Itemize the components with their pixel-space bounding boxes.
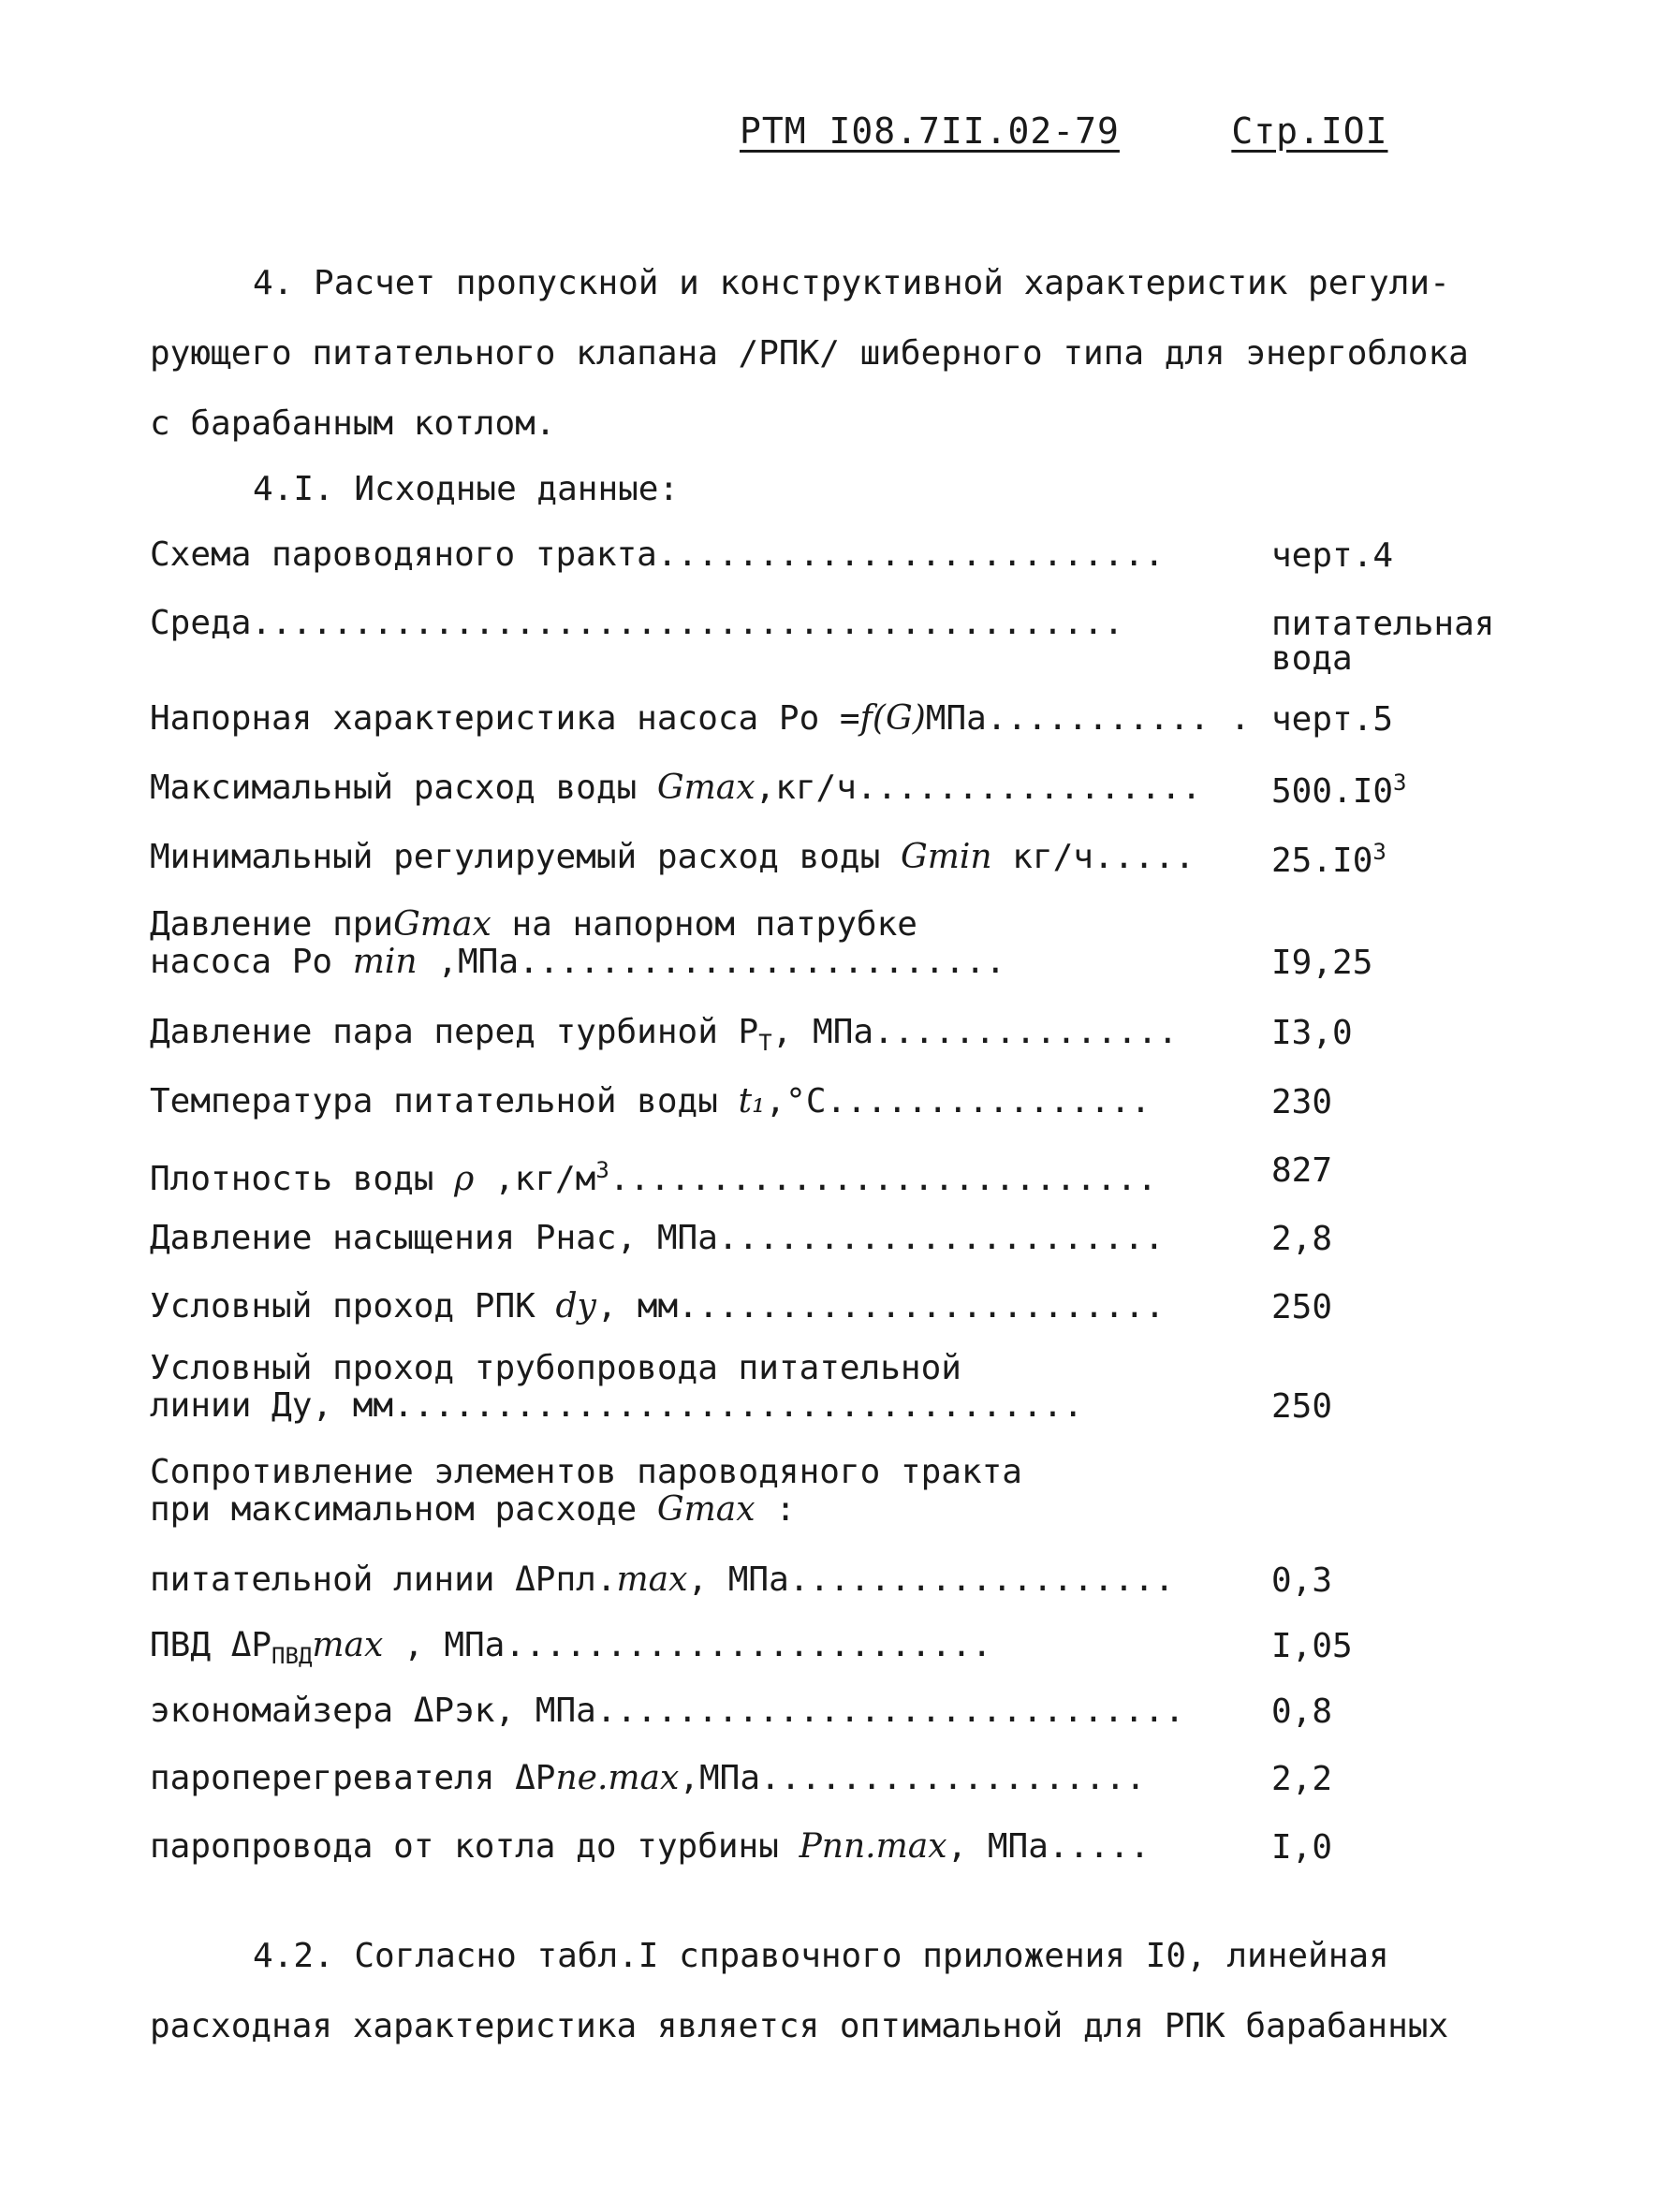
param-label-tail: , мм [596, 1287, 679, 1326]
param-value: I9,25 [1271, 944, 1373, 982]
param-value: 230 [1271, 1083, 1333, 1121]
leader-dots: ................ [826, 1082, 1152, 1121]
param-value: I,0 [1271, 1828, 1333, 1867]
param-label: насоса Ро [150, 943, 333, 981]
leader-dots: ..... [1093, 838, 1196, 876]
param-label-tail: на напорном патрубке [511, 905, 917, 944]
param-label: Давление насыщения Рнас, МПа [150, 1219, 718, 1257]
param-label: линии Ду, мм [150, 1386, 394, 1425]
param-label: Условный проход РПК [150, 1287, 536, 1326]
section-4-1-title [150, 454, 1535, 524]
param-value: 0,8 [1271, 1692, 1333, 1731]
leader-dots: ............................. [595, 1692, 1185, 1730]
param-value: 2,8 [1271, 1220, 1333, 1258]
param-value: 0,3 [1271, 1561, 1333, 1600]
leader-dots: ................. [856, 769, 1202, 807]
handwritten-formula: f(G) [859, 699, 926, 738]
param-label: Сопротивление элементов пароводяного тракта [150, 1453, 1022, 1491]
param-value: черт.5 [1271, 700, 1394, 739]
param-value [1271, 605, 1494, 678]
paragraph-line: расходная характеристика является оптимальной для РПК барабанных [150, 2007, 1449, 2045]
param-label-tail: ,кг/ч [755, 769, 857, 807]
param-label: Давление при [150, 905, 394, 944]
handwritten-formula: Gmax [656, 1490, 756, 1529]
subscript: ПВД [271, 1643, 313, 1670]
leader-dots: ......................... [656, 535, 1165, 574]
handwritten-formula: t₁ [738, 1082, 766, 1121]
doc-code: РТМ I08.7II.02-79 [740, 110, 1120, 152]
param-value: черт.4 [1271, 536, 1394, 575]
param-label-tail: , МПа [946, 1827, 1049, 1866]
param-value: I3,0 [1271, 1014, 1353, 1052]
handwritten-formula: Рпп.max [799, 1827, 947, 1866]
exponent: 3 [1393, 769, 1407, 796]
handwritten-formula: Gmax [656, 769, 756, 807]
param-label-tail: МПа [925, 699, 987, 738]
leader-dots: ............... [873, 1013, 1179, 1051]
param-label: пароперегревателя ΔР [150, 1759, 556, 1797]
intro-line: с барабанным котлом. [150, 404, 556, 443]
handwritten-formula: max [312, 1626, 384, 1664]
param-label: Минимальный регулируемый расход воды [150, 838, 881, 876]
param-value: 2,2 [1271, 1760, 1333, 1798]
param-value-text: 500.I0 [1271, 772, 1394, 811]
param-label: Условный проход трубопровода питательной [150, 1349, 961, 1387]
handwritten-formula: пе.max [555, 1759, 680, 1797]
param-label: Температура питательной воды [150, 1082, 718, 1121]
param-label: при максимальном расходе [150, 1490, 638, 1529]
leader-dots: ................... [788, 1560, 1175, 1599]
handwritten-formula: dу [555, 1287, 597, 1326]
param-label-tail: ,МПа [679, 1759, 761, 1797]
intro-line: 4. Расчет пропускной и конструктивной характеристик регули- [253, 264, 1450, 302]
leader-dots: ........................ [519, 943, 1006, 981]
param-label-tail: , МПа [687, 1560, 789, 1599]
page-number: Стр.IOI [1231, 110, 1388, 152]
param-label-tail: , МПа [771, 1013, 874, 1051]
subscript: Т [758, 1030, 772, 1057]
leader-dots: ........................... [609, 1160, 1158, 1198]
handwritten-formula: max [616, 1560, 688, 1599]
param-label-tail: ,кг/м [493, 1160, 596, 1198]
param-label: ПВД ΔР [150, 1626, 272, 1664]
param-label: Среда [150, 604, 252, 642]
param-label-tail: : [775, 1490, 796, 1529]
section-title: 4.I. Исходные данные: [253, 470, 680, 508]
handwritten-formula: min [352, 943, 418, 981]
leader-dots: ...................... [717, 1219, 1165, 1257]
param-value: 827 [1271, 1151, 1333, 1190]
param-label: питательной линии ΔРпл. [150, 1560, 617, 1599]
section-4-2-paragraph [150, 1921, 1535, 2061]
exponent: 3 [595, 1157, 609, 1183]
leader-dots: ........... . [986, 699, 1251, 738]
param-label: Максимальный расход воды [150, 769, 638, 807]
param-value-text: 25.I0 [1271, 842, 1373, 880]
param-value [1271, 769, 1407, 811]
param-value-line: питательная [1271, 605, 1495, 643]
exponent: 3 [1372, 839, 1387, 865]
param-value: 250 [1271, 1387, 1333, 1426]
leader-dots: ................... [760, 1759, 1146, 1797]
param-label-tail: , МПа [383, 1626, 506, 1664]
param-group-heading [150, 1454, 1517, 1529]
param-label: экономайзера ΔРэк, МПа [150, 1692, 596, 1730]
page-header [740, 110, 1387, 152]
leader-dots: ........................ [678, 1287, 1166, 1326]
intro-paragraph [150, 248, 1535, 459]
intro-line: рующего питательного клапана /РПК/ шиберного типа для энергоблока [150, 334, 1469, 373]
param-label: Напорная характеристика насоса Ро = [150, 699, 860, 738]
param-label-tail: ,°С [765, 1082, 827, 1121]
param-label: Плотность воды [150, 1160, 434, 1198]
param-label-tail: кг/ч [1012, 838, 1093, 876]
handwritten-formula: Gmin [900, 838, 992, 876]
param-value: 250 [1271, 1288, 1333, 1326]
param-label: Схема пароводяного тракта [150, 535, 657, 574]
leader-dots: .................................. [393, 1386, 1084, 1425]
param-label-tail: ,МПа [437, 943, 519, 981]
param-value-line: вода [1271, 639, 1353, 678]
leader-dots: ........................................... [251, 604, 1124, 642]
param-value: I,05 [1271, 1627, 1353, 1665]
handwritten-formula: Gmax [393, 905, 492, 944]
handwritten-formula: ρ [454, 1160, 475, 1198]
param-label: Давление пара перед турбиной Р [150, 1013, 759, 1051]
paragraph-line: 4.2. Согласно табл.I справочного приложения I0, линейная [253, 1937, 1389, 1975]
leader-dots: ........................ [505, 1626, 992, 1664]
param-value [1271, 839, 1387, 880]
leader-dots: ..... [1048, 1827, 1151, 1866]
param-label: паропровода от котла до турбины [150, 1827, 779, 1866]
